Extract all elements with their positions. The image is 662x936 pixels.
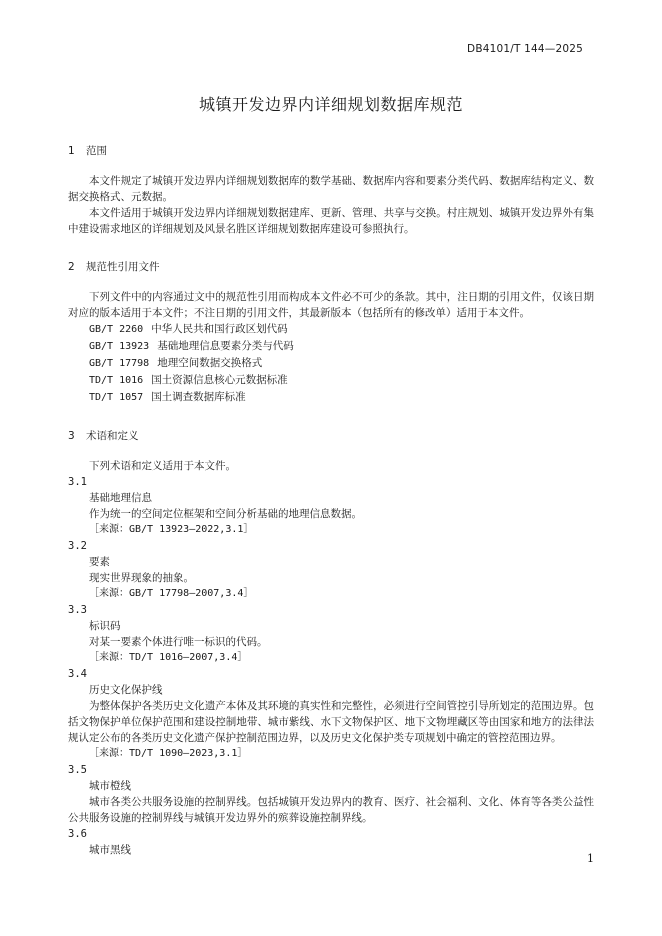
reference-code: TD/T 1016 [89,375,144,386]
term-source: ［来源：GB/T 13923—2022,3.1］ [89,524,254,535]
section-heading-scope [68,143,594,159]
term-definition: 城市各类公共服务设施的控制界线。包括城镇开发边界内的教育、医疗、社会福利、文化、体育等各类公益性公共服务设施的控制界线与城镇开发边界外的殡葬设施控制界线。 [68,796,594,824]
section-title: 术语和定义 [86,430,139,442]
term-number-text: 3.2 [68,540,87,552]
reference-item [68,355,594,372]
term-name: 城市橙线 [89,780,131,792]
paragraph: 下列术语和定义适用于本文件。 [89,460,236,472]
term-name: 要素 [89,556,110,568]
term-definition: 对某一要素个体进行唯一标识的代码。 [89,636,268,648]
term-source: ［来源：TD/T 1016—2007,3.4］ [89,652,248,663]
document-title: 城镇开发边界内详细规划数据库规范 [198,95,463,114]
reference-name: 国土资源信息核心元数据标准 [151,374,288,386]
term-name: 城市黑线 [89,844,131,856]
reference-name: 地理空间数据交换格式 [157,357,263,369]
term-number-text: 3.1 [68,476,87,488]
reference-item [68,372,594,389]
reference-item [68,321,594,338]
term-definition: 作为统一的空间定位框架和空间分析基础的地理信息数据。 [89,508,362,520]
document-body [68,143,594,858]
reference-code: TD/T 1057 [89,392,144,403]
document-code: DB4101/T 144—2025 [467,43,583,55]
page-number: 1 [587,852,594,865]
reference-name: 基础地理信息要素分类与代码 [157,340,294,352]
term-number [68,538,594,554]
reference-list [68,321,594,406]
term-number-text: 3.3 [68,604,87,616]
reference-item [68,338,594,355]
reference-name: 国土调查数据库标准 [151,391,246,403]
term-number [68,474,594,490]
section-title: 范围 [86,145,107,157]
term-source: ［来源：TD/T 1090—2023,3.1］ [89,748,248,759]
term-name: 基础地理信息 [89,492,152,504]
reference-item [68,389,594,406]
reference-code: GB/T 17798 [89,358,150,369]
section-number: 3 [68,430,75,442]
paragraph: 下列文件中的内容通过文中的规范性引用而构成本文件必不可少的条款。其中，注日期的引用文件，仅该日期对应的版本适用于本文件；不注日期的引用文件，其最新版本（包括所有的修改单）适用于本文件。 [68,291,594,319]
term-name: 历史文化保护线 [89,684,163,696]
term-definition: 现实世界现象的抽象。 [89,572,194,584]
section-number: 1 [68,145,75,157]
term-number-text: 3.4 [68,668,87,680]
term-number [68,666,594,682]
term-name: 标识码 [89,620,121,632]
reference-code: GB/T 13923 [89,341,150,352]
section-title: 规范性引用文件 [86,261,160,273]
reference-name: 中华人民共和国行政区划代码 [151,323,288,335]
section-heading-terms [68,428,594,444]
section-heading-normative-references [68,259,594,275]
term-number-text: 3.6 [68,828,87,840]
terms-list [68,474,594,858]
reference-code: GB/T 2260 [89,324,144,335]
term-number-text: 3.5 [68,764,87,776]
section-number: 2 [68,261,75,273]
term-number [68,762,594,778]
paragraph: 本文件适用于城镇开发边界内详细规划数据建库、更新、管理、共享与交换。村庄规划、城镇开发边界外有集中建设需求地区的详细规划及风景名胜区详细规划数据库建设可参照执行。 [68,207,594,235]
term-definition: 为整体保护各类历史文化遗产本体及其环境的真实性和完整性，必须进行空间管控引导所划定的范围边界。包括文物保护单位保护范围和建设控制地带、城市紫线、水下文物保护区、地下文物埋藏区等由国家和地方的法律法规认定公布的各类历史文化遗产保护控制范围边界，以及历史文化保护类专项规划中确定的管控范围边界。 [68,700,594,744]
paragraph: 本文件规定了城镇开发边界内详细规划数据库的数学基础、数据库内容和要素分类代码、数据库结构定义、数据交换格式、元数据。 [68,175,594,203]
term-number [68,826,594,842]
term-number [68,602,594,618]
term-source: ［来源：GB/T 17798—2007,3.4］ [89,588,254,599]
